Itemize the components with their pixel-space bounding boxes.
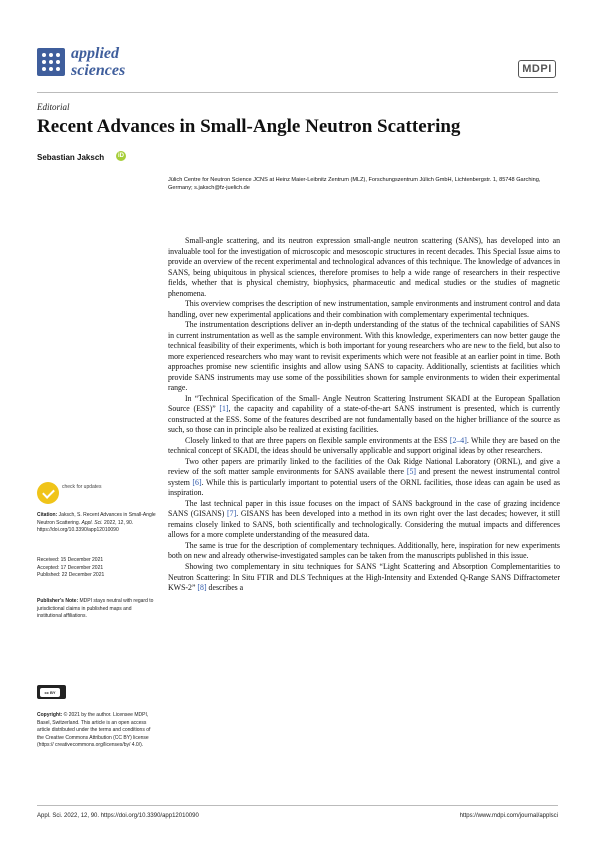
- received-date: Received: 15 December 2021: [37, 557, 104, 563]
- body-paragraph: The instrumentation descriptions deliver an in-depth understanding of the status of the technical capabilities of SANS in current instrumentation as well as the sample environment. With this knowledge, experimenters can now better gauge the technical feasibility of their experiments, which is both important for young researchers who are new to the field, but also to more experienced researchers who may want to revisit experiments which were not feasible at an earlier point in time. Both approaches promise new scientific insights and allow using SANS to capacity. Additionally, scientists at facilities which provide SANS instruments may use some of the possibilities shown for sample environments to widen their experimental range.: [168, 320, 560, 393]
- accepted-date: Accepted: 17 December 2021: [37, 564, 104, 571]
- orcid-icon[interactable]: iD: [118, 153, 124, 159]
- article-body: [168, 236, 560, 594]
- citation-link[interactable]: [7]: [227, 509, 237, 519]
- body-paragraph: Two other papers are primarily linked to the facilities of the Oak Ridge National Laboratory (ORNL), and give a review of the soft matter sample environments for SANS available there [5] and present the newest instrumental control system [6]. While this is particularly important to potential users of the ORNL facilities, those ideas can again be used as inspiration.: [168, 456, 561, 498]
- citation-label: Citation:: [37, 512, 58, 518]
- published-date: Published: 22 December 2021: [37, 572, 105, 578]
- publisher-logo: MDPI: [518, 60, 556, 78]
- copyright-text: © 2021 by the author. Licensee MDPI, Basel, Switzerland. This article is an open access article distributed under the terms and conditions of the Creative Commons Attribution (CC BY) license (https:// creativecommons.org/licenses/by/ 4.0/).: [37, 712, 151, 748]
- journal-name: [71, 45, 125, 79]
- citation-link[interactable]: [5]: [406, 467, 417, 477]
- footer-citation[interactable]: Appl. Sci. 2022, 12, 90. https://doi.org/10.3390/app12010090: [37, 813, 199, 819]
- citation-link[interactable]: [8]: [197, 583, 207, 593]
- body-paragraph: Showing two complementary in situ techniques for SANS “Light Scattering and Absorption Complementarities to Neutron Scattering: In Situ FTIR and DLS Techniques at the High-Intensity and Extended Q-Range SANS Diffractometer KWS-2” [8] describes a: [168, 561, 560, 593]
- publisher-note: [37, 598, 157, 621]
- publisher-note-label: Publisher’s Note:: [37, 598, 79, 604]
- author-name[interactable]: Sebastian Jaksch: [37, 153, 105, 162]
- cc-badge-text: cc BY: [40, 688, 60, 697]
- header-divider: [37, 92, 558, 93]
- citation-text: Jaksch, S. Recent Advances in Small-Angle Neutron Scattering.: [37, 512, 156, 526]
- body-paragraph: In “Technical Specification of the Small- Angle Neutron Scattering Instrument SKADI at the European Spallation Source (ESS)” [1], the capacity and capability of a state-of-the-art SANS instrument is presented, which is currently constructed at the ESS. Some of the features described are not fundamentally based on the higher brilliance of the source as such, so those can in principle also be realized at existing facilities.: [168, 393, 560, 435]
- citation-link[interactable]: [1]: [219, 404, 229, 414]
- journal-name-line1: applied: [71, 45, 119, 62]
- citation-link[interactable]: [6]: [192, 477, 202, 487]
- journal-name-line2: sciences: [71, 62, 126, 79]
- journal-logo-icon: [37, 48, 65, 76]
- footer-journal-link[interactable]: https://www.mdpi.com/journal/applsci: [459, 813, 558, 819]
- article-type: Editorial: [37, 102, 70, 112]
- body-paragraph: The last technical paper in this issue focuses on the impact of SANS background in the case of grazing incidence SANS (GISANS) [7]. GISANS has been developed into a method in its own right over the last decades; however, it still remains closely linked to SANS, both scientifically and technologically. Considering the mutual impacts and differences allows for a more complete understanding of the measured data.: [168, 498, 560, 540]
- body-paragraph: Small-angle scattering, and its neutron expression small-angle neutron scattering (SANS), has developed into an invaluable tool for the investigation of microscopic and mesoscopic structures in recent decades. This Special Issue aims to provide an overview of the recent experimental and technological advances of this technique. The knowledge of advances in SANS, being ubiquitous in physical sciences, therefore promises to help a wide range of researchers in their respective fields, whether that is physical chemistry, biophysics, pharmaceutic and medical studies or the studies of magnetic phenomena.: [168, 236, 560, 298]
- author-affiliation: Jülich Centre for Neutron Science JCNS at Heinz Maier-Leibnitz Zentrum (MLZ), Forschungszentrum Jülich GmbH, Lichtenbergstr. 1, 85748 Garching, Germany; s.jaksch@fz-juelich.de: [168, 177, 541, 191]
- copyright-label: Copyright:: [37, 712, 63, 718]
- body-paragraph: Closely linked to that are three papers on flexible sample environments at the ESS [2–4]. While they are based on the technical concept of SKADI, the ideas should be universally applicable and support original ideas by other researchers.: [168, 435, 560, 456]
- article-title: Recent Advances in Small-Angle Neutron Scattering: [37, 116, 461, 137]
- body-paragraph: This overview comprises the description of new instrumentation, sample environments and instrument control and data handling, over new experimental applications and their combination with complementary experimental techniques.: [168, 299, 560, 319]
- dates-block: [37, 557, 157, 580]
- check-for-updates-icon[interactable]: [37, 482, 59, 504]
- check-for-updates-label[interactable]: check for updates: [62, 484, 102, 490]
- publisher-note-text: MDPI stays neutral with regard to jurisdictional claims in published maps and institutional affiliations.: [37, 598, 154, 619]
- body-paragraph: The same is true for the description of complementary techniques. Additionally, here, inspiration for new experiments both on new and already otherwise-investigated samples can be taken from the manuscripts published in this issue.: [168, 540, 560, 561]
- citation-doi-link[interactable]: 2022, 12, 90. https://doi.org/10.3390/app12010090: [37, 519, 134, 533]
- copyright-block: [37, 712, 157, 750]
- cc-license-icon[interactable]: [37, 685, 66, 699]
- citation-journal: Appl. Sci.: [81, 519, 103, 526]
- citation-link[interactable]: [2–4]: [449, 435, 467, 445]
- footer-divider: [37, 805, 558, 806]
- citation-block: [37, 512, 157, 535]
